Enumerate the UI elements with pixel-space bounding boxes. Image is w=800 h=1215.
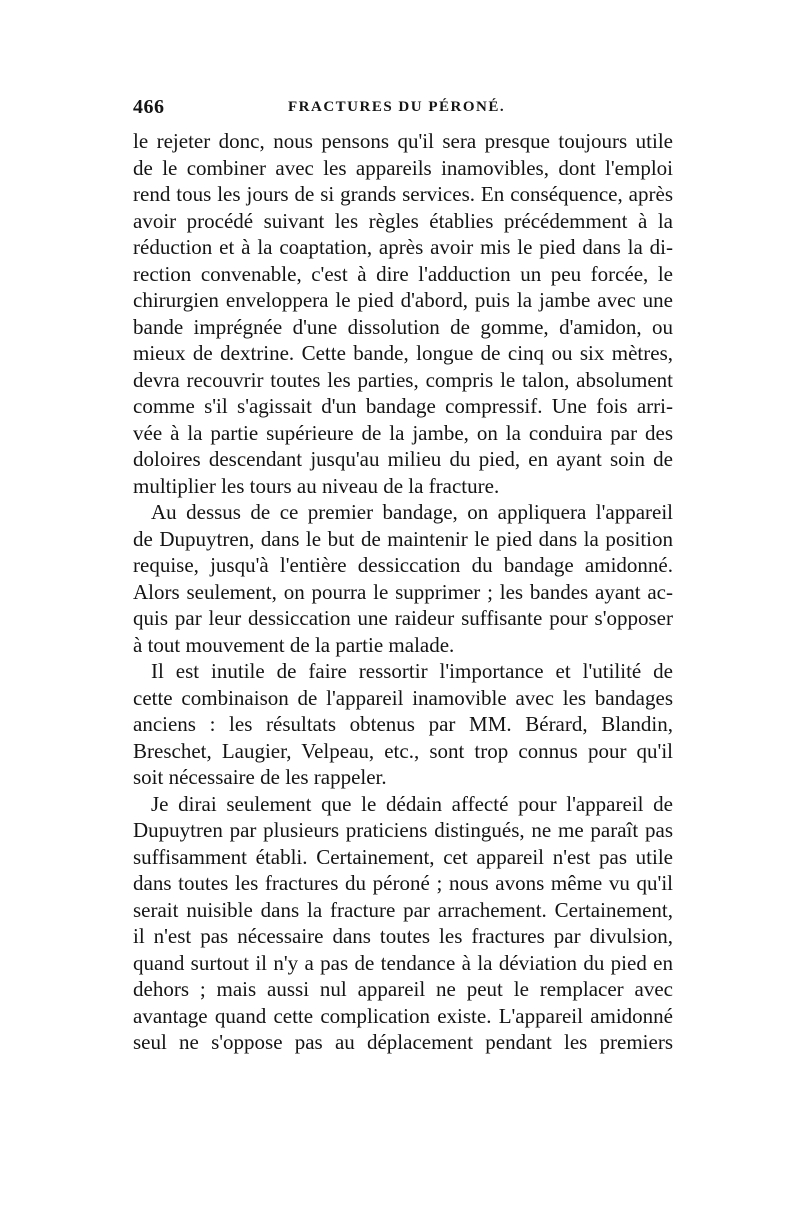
text-line: Au dessus de ce premier bandage, on appliquera l'appareil: [151, 500, 673, 524]
text-line: dehors ; mais aussi nul appareil ne peut le remplacer avec: [133, 977, 673, 1001]
text-line: chirurgien enveloppera le pied d'abord, puis la jambe avec une: [133, 288, 673, 312]
text-line: Il est inutile de faire ressortir l'importance et l'utilité de: [151, 659, 673, 683]
page-number: 466: [133, 96, 165, 118]
text-line: avantage quand cette complication existe. L'appareil amidonné: [133, 1003, 673, 1028]
text-line: suffisamment établi. Certainement, cet appareil n'est pas utile: [133, 844, 673, 869]
text-line: rend tous les jours de si grands services. En conséquence, après: [133, 182, 673, 206]
running-head: [133, 96, 673, 120]
text-line: mieux de dextrine. Cette bande, longue de cinq ou six mètres,: [133, 341, 673, 365]
text-line: seul ne s'oppose pas au déplacement pendant les premiers: [133, 1030, 673, 1054]
text-line: Alors seulement, on pourra le supprimer ; les bandes ayant ac-: [133, 579, 673, 604]
text-line: rection convenable, c'est à dire l'adduction un peu forcée, le: [133, 261, 673, 286]
text-line: quand surtout il n'y a pas de tendance à la déviation du pied en: [133, 950, 673, 975]
text-line: il n'est pas nécessaire dans toutes les fractures par divulsion,: [133, 924, 673, 948]
text-line: quis par leur dessiccation une raideur suffisante pour s'opposer: [133, 606, 673, 630]
text-line: de Dupuytren, dans le but de maintenir le pied dans la position: [133, 526, 673, 551]
text-line: Dupuytren par plusieurs praticiens distingués, ne me paraît pas: [133, 818, 673, 842]
text-line: vée à la partie supérieure de la jambe, on la conduira par des: [133, 420, 673, 445]
text-line: doloires descendant jusqu'au milieu du pied, en ayant soin de: [133, 447, 673, 471]
text-line: Je dirai seulement que le dédain affecté pour l'appareil de: [151, 791, 673, 816]
text-line: serait nuisible dans la fracture par arrachement. Certainement,: [133, 897, 673, 922]
text-line: à tout mouvement de la partie malade.: [133, 632, 455, 657]
text-line: multiplier les tours au niveau de la fracture.: [133, 473, 500, 498]
body-text: [133, 128, 673, 1056]
text-line: comme s'il s'agissait d'un bandage compressif. Une fois arri-: [133, 394, 673, 418]
text-line: de le combiner avec les appareils inamovibles, dont l'emploi: [133, 155, 673, 180]
text-line: réduction et à la coaptation, après avoir mis le pied dans la di-: [133, 235, 673, 259]
text-line: le rejeter donc, nous pensons qu'il sera presque toujours utile: [133, 129, 673, 153]
text-line: cette combinaison de l'appareil inamovible avec les bandages: [133, 685, 673, 710]
text-line: soit nécessaire de les rappeler.: [133, 765, 387, 789]
text-line: devra recouvrir toutes les parties, compris le talon, absolument: [133, 367, 673, 392]
text-line: Breschet, Laugier, Velpeau, etc., sont trop connus pour qu'il: [133, 738, 673, 763]
running-title: FRACTURES DU PÉRONÉ.: [288, 99, 506, 115]
text-line: requise, jusqu'à l'entière dessiccation du bandage amidonné.: [133, 553, 673, 577]
text-line: bande imprégnée d'une dissolution de gomme, d'amidon, ou: [133, 314, 673, 339]
text-line: anciens : les résultats obtenus par MM. Bérard, Blandin,: [133, 712, 673, 736]
text-line: avoir procédé suivant les règles établies précédemment à la: [133, 208, 673, 233]
text-line: dans toutes les fractures du péroné ; nous avons même vu qu'il: [133, 871, 673, 895]
